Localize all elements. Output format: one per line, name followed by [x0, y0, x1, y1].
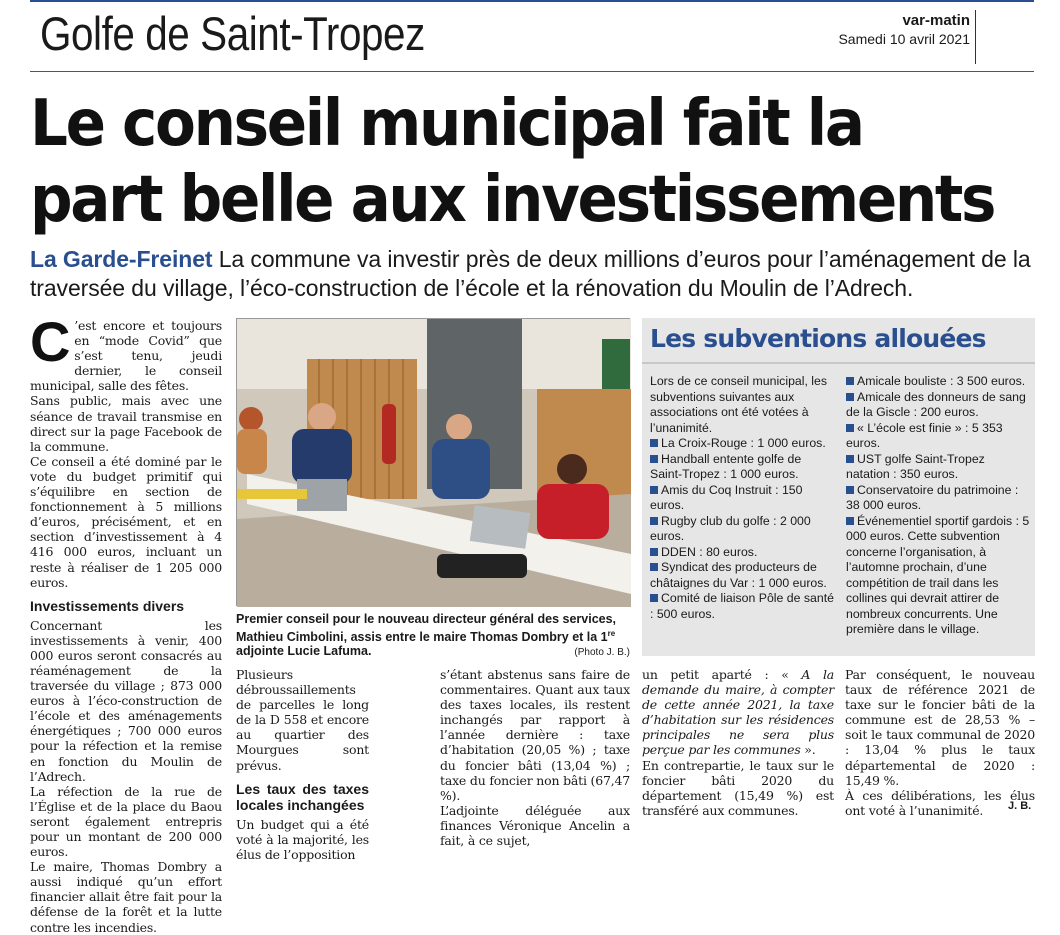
- top-accent-line: [30, 0, 1034, 2]
- subheading: Investissements divers: [30, 597, 185, 614]
- bullet-square-icon: [650, 563, 658, 571]
- subsidy-item: [846, 374, 1031, 390]
- paragraph: Concernant les investissements à venir, 400 000 euros seront consacrés au réaménagement de la traversée du village ; 873 000 euros à l’éco-construction de l’école et des aménagements énergétiques ; 700 000 euros pour la réfection et la remise en fonction du Moulin de l’Adrech.: [30, 617, 222, 784]
- brand-divider: [975, 10, 976, 64]
- drop-cap: C: [30, 310, 71, 373]
- author-signature: J. B.: [1008, 800, 1032, 812]
- paragraph: Ce conseil a été dominé par le vote du budget primitif qui s’équilibre en section de fonctionnement à 5 millions d’euros, précisément, et en section d’investissement à 4 416 000 euros, incluant un reste à réaliser de 1 205 000 euros.: [30, 453, 222, 590]
- paragraph: La réfection de la rue de l’Église et de la place du Baou seront également entrepris pour un montant de 200 000 euros.: [30, 783, 222, 860]
- photo-credit: (Photo J. B.): [574, 647, 630, 659]
- subsidy-item-text: Événementiel sportif gardois : 5 000 euros. Cette subvention concerne l’organisation, à l’automne prochain, d’une compétition de trail dans les collines qui devrait attirer de nombreux concurrents. Une première dans le village.: [846, 513, 1030, 636]
- paragraph: Par conséquent, le nouveau taux de référence 2021 de taxe sur le foncier bâti de la commune est de 28,53 % – soit le taux communal de 2020 : 13,04 % plus le taux départemental de 2020 : 15,49 %.: [845, 667, 1035, 788]
- bullet-square-icon: [846, 424, 854, 432]
- masthead-brand: [838, 12, 970, 47]
- box-column-left: [650, 374, 835, 622]
- section-title: Golfe de Saint-Tropez: [40, 7, 425, 60]
- lede-location: La Garde-Freinet: [30, 246, 213, 272]
- box-divider: [642, 362, 1035, 364]
- quote-lead: un petit aparté : «: [642, 667, 802, 682]
- paragraph: Plusieurs débroussaillements de parcelles le long de la D 558 et encore au quartier des Mourgues sont prévus.: [236, 667, 369, 773]
- bullet-square-icon: [846, 377, 854, 385]
- photo-illustration: [237, 319, 631, 607]
- subsidy-item-text: Rugby club du golfe : 2 000 euros.: [650, 513, 811, 543]
- caption-text: Premier conseil pour le nouveau directeur général des services, Mathieu Cimbolini, assis entre le maire Thomas Dombry et la 1: [236, 612, 617, 644]
- paragraph: Un budget qui a été voté à la majorité, les élus de l’opposition: [236, 816, 369, 862]
- paragraph: L’adjointe déléguée aux finances Véronique Ancelin a fait, à ce sujet,: [440, 802, 630, 849]
- paragraph: Sans public, mais avec une séance de travail transmise en direct sur la page Facebook de la commune.: [30, 393, 222, 454]
- subsidy-item-text: Amis du Coq Instruit : 150 euros.: [650, 482, 803, 512]
- subsidy-item: [650, 452, 835, 483]
- subsidy-item: [846, 452, 1031, 483]
- paragraph: Le maire, Thomas Dombry a aussi indiqué qu’un effort financier allait être fait pour la défense de la forêt et la lutte contre les incendies.: [30, 859, 222, 935]
- subsidy-item: [846, 514, 1031, 638]
- subsidy-item-text: « L’école est finie » : 5 353 euros.: [846, 420, 1003, 450]
- paragraph: En contrepartie, le taux sur le foncier bâti 2020 du département (15,49 %) est transféré aux communes.: [642, 757, 834, 818]
- bullet-square-icon: [846, 486, 854, 494]
- masthead-rule: [30, 71, 1034, 72]
- subsidy-item: [650, 545, 835, 561]
- subheading: Les taux des taxes locales inchangées: [236, 780, 369, 813]
- caption-superscript: re: [607, 628, 616, 638]
- bullet-square-icon: [650, 486, 658, 494]
- subsidy-item-text: DDEN : 80 euros.: [661, 544, 758, 559]
- subsidy-item: [650, 514, 835, 545]
- bullet-square-icon: [846, 393, 854, 401]
- subsidy-item: [650, 560, 835, 591]
- box-column-right: [846, 374, 1031, 638]
- publication-date: Samedi 10 avril 2021: [838, 31, 970, 47]
- paragraph: s’étant abstenus sans faire de commentaires. Quant aux taux des taxes locales, ils restent inchangés par rapport à l’année dernière : taxe d’habitation (20,05 %) ; taxe du foncier bâti (13,04 %) ; taxe du foncier non bâti (67,47 %).: [440, 667, 630, 803]
- subsidies-box: [642, 318, 1035, 656]
- bullet-square-icon: [650, 548, 658, 556]
- subsidy-item-text: UST golfe Saint-Tropez natation : 350 euros.: [846, 451, 985, 481]
- article-column-5: [845, 667, 1035, 818]
- lede-text: La commune va investir près de deux millions d’euros pour l’aménagement de la traversée du village, l’éco-construction de l’école et la rénovation du Moulin de l’Adrech.: [30, 246, 1031, 301]
- subsidy-item: [846, 390, 1031, 421]
- subsidy-item-text: La Croix-Rouge : 1 000 euros.: [661, 436, 826, 450]
- subsidy-item-text: Syndicat des producteurs de châtaignes du Var : 1 000 euros.: [650, 560, 827, 590]
- subsidy-item: [650, 483, 835, 514]
- article-column-4: [642, 667, 834, 818]
- photo-caption: [236, 612, 630, 661]
- subsidy-item: [846, 421, 1031, 452]
- bullet-square-icon: [650, 517, 658, 525]
- paragraph: À ces délibérations, les élus ont voté à l’unanimité.: [845, 787, 1035, 818]
- caption-text-end: adjointe Lucie Lafuma.: [236, 644, 372, 659]
- box-intro: Lors de ce conseil municipal, les subventions suivantes aux associations ont été votées à l’unanimité.: [650, 374, 828, 435]
- subsidy-item-text: Amicale des donneurs de sang de la Giscle : 200 euros.: [846, 389, 1026, 419]
- subsidy-item-text: Handball entente golfe de Saint-Tropez : 1 000 euros.: [650, 451, 802, 481]
- bullet-square-icon: [846, 455, 854, 463]
- paragraph: ’est encore et toujours en “mode Covid” que s’est tenu, jeudi dernier, le conseil municipal, salle des fêtes.: [30, 318, 222, 394]
- bullet-square-icon: [650, 455, 658, 463]
- quote-text: A la demande du maire, à compter de cette année 2021, la taxe d’habitation sur les résidences principales ne sera plus perçue par les communes: [642, 667, 835, 758]
- subsidy-item-text: Comité de liaison Pôle de santé : 500 euros.: [650, 591, 834, 621]
- bullet-square-icon: [650, 439, 658, 447]
- subsidy-item: [650, 436, 835, 452]
- article-headline: Le conseil municipal fait la part belle aux investissements: [30, 87, 995, 237]
- box-title: Les subventions allouées: [650, 324, 986, 353]
- subsidy-item: [650, 591, 835, 622]
- council-meeting-photo: [236, 318, 630, 606]
- subsidy-item-text: Amicale bouliste : 3 500 euros.: [857, 374, 1026, 388]
- bullet-square-icon: [650, 594, 658, 602]
- article-column-3: [440, 667, 630, 848]
- subsidy-item-text: Conservatoire du patrimoine : 38 000 euros.: [846, 482, 1019, 512]
- article-column-1: [30, 310, 222, 935]
- brand-name: var-matin: [902, 12, 970, 29]
- article-lede: [30, 245, 1035, 303]
- quote-end: ».: [800, 742, 816, 758]
- bullet-square-icon: [846, 517, 854, 525]
- article-column-2: [236, 667, 369, 862]
- subsidy-item: [846, 483, 1031, 514]
